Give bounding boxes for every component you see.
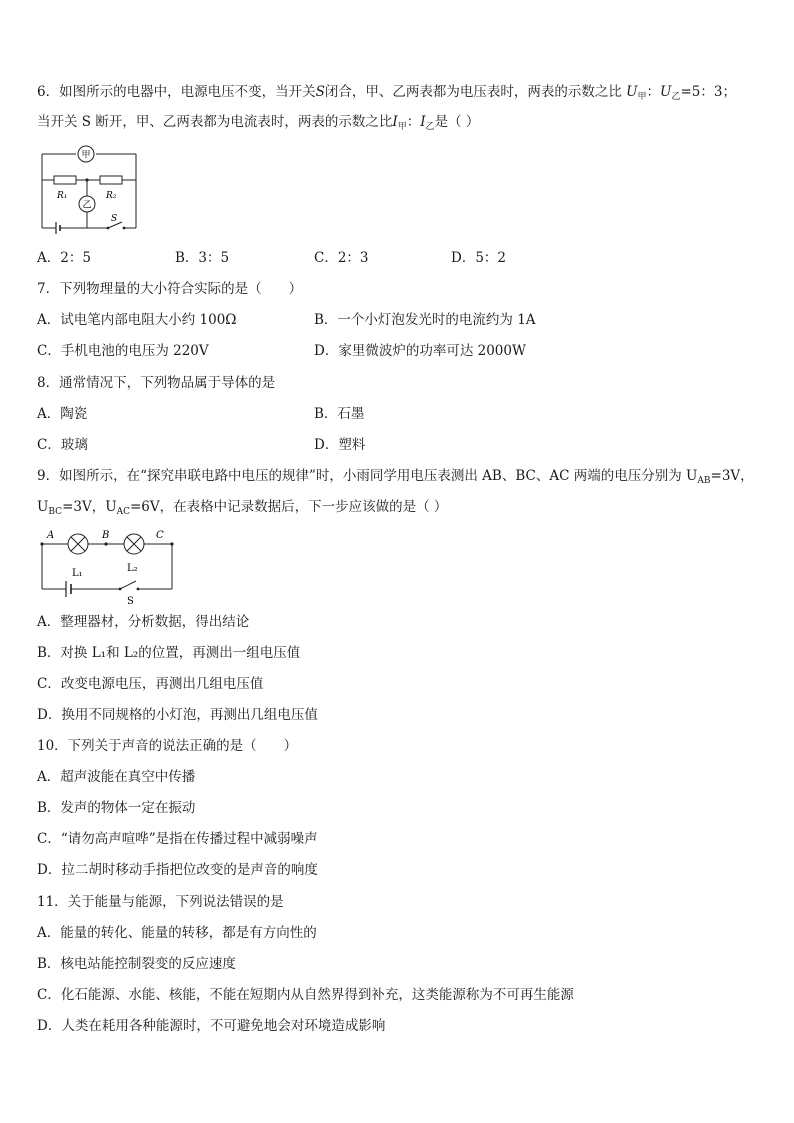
lamp-l2-label: L₂ <box>127 563 138 574</box>
q7-option-b[interactable]: B．一个小灯泡发光时的电流约为 1A <box>314 312 536 328</box>
q9-text: =3V，U <box>62 499 117 515</box>
switch-pivot <box>107 227 110 230</box>
q10-option-b[interactable]: B．发声的物体一定在振动 <box>37 800 196 816</box>
switch-contact <box>137 588 140 591</box>
resistor-r2 <box>100 176 122 184</box>
q10-stem: 10．下列关于声音的说法正确的是（ ） <box>37 738 298 754</box>
q6-subscript: 甲 <box>397 122 407 132</box>
q6-stem-line2 <box>37 113 479 136</box>
q9-stem-line1 <box>37 467 754 490</box>
q11-option-a[interactable]: A．能量的转化、能量的转移，都是有方向性的 <box>37 925 317 941</box>
q9-subscript: BC <box>48 507 63 517</box>
q6-text: ： <box>646 84 661 100</box>
q10-option-a[interactable]: A．超声波能在真空中传播 <box>37 769 196 785</box>
q7-stem: 7．下列物理量的大小符合实际的是（ ） <box>37 281 303 297</box>
point-b-dot <box>104 542 107 545</box>
point-a-label: A <box>47 530 55 541</box>
q7-option-a[interactable]: A．试电笔内部电阻大小约 100Ω <box>37 312 237 328</box>
q6-voltage-symbol: U <box>660 84 672 100</box>
switch-lever <box>120 581 136 589</box>
q8-option-a[interactable]: A．陶瓷 <box>37 406 88 422</box>
q6-option-c[interactable]: C．2：3 <box>314 250 369 266</box>
q8-option-b[interactable]: B．石墨 <box>314 406 365 422</box>
switch-label: S <box>111 214 118 224</box>
q6-text: 当开关 S 断开，甲、乙两表都为电流表时，两表的示数之比 <box>37 114 393 130</box>
q10-option-c[interactable]: C．“请勿高声喧哗”是指在传播过程中减弱噪声 <box>37 831 318 847</box>
q8-option-d[interactable]: D．塑料 <box>314 437 366 453</box>
q9-text: U <box>37 499 49 515</box>
point-b-label: B <box>102 530 110 541</box>
resistor-r1 <box>54 176 76 184</box>
q9-text: =3V， <box>710 468 754 484</box>
lamp-l1-label: L₁ <box>72 568 83 579</box>
q9-option-b[interactable]: B．对换 L₁和 L₂的位置，再测出一组电压值 <box>37 645 301 661</box>
q6-option-d[interactable]: D．5：2 <box>451 250 507 266</box>
switch-contact <box>123 227 126 230</box>
q6-text: 6．如图所示的电器中，电源电压不变，当开关 <box>37 84 316 100</box>
q6-option-b[interactable]: B．3：5 <box>175 250 230 266</box>
switch-label: S <box>127 596 134 607</box>
q9-option-a[interactable]: A．整理器材，分析数据，得出结论 <box>37 614 250 630</box>
q6-current-symbol: I <box>420 114 426 130</box>
q9-text: 9．如图所示，在“探究串联电路中电压的规律”时，小雨同学用电压表测出 AB、BC、AC 两端的电压分别为 U <box>37 468 698 484</box>
q9-option-c[interactable]: C．改变电源电压，再测出几组电压值 <box>37 676 264 692</box>
q6-text: 闭合，甲、乙两表都为电压表时，两表的示数之比 <box>324 84 622 100</box>
q9-text: =6V，在表格中记录数据后，下一步应该做的是（ ） <box>129 499 448 515</box>
q8-option-c[interactable]: C．玻璃 <box>37 437 88 453</box>
point-a-dot <box>40 542 43 545</box>
q6-ratio: =5：3； <box>680 84 736 100</box>
q6-subscript: 甲 <box>637 92 647 102</box>
meter-yi-label: 乙 <box>82 200 92 211</box>
point-c-dot <box>170 542 173 545</box>
junction-dot <box>85 178 88 181</box>
q6-option-a[interactable]: A．2：5 <box>37 250 91 266</box>
point-c-label: C <box>156 530 164 541</box>
q9-stem-line2 <box>37 498 447 521</box>
q6-switch-symbol: S <box>315 84 325 100</box>
q6-circuit-diagram <box>36 142 146 236</box>
q6-voltage-symbol: U <box>626 84 638 100</box>
q10-option-d[interactable]: D．拉二胡时移动手指把位改变的是声音的响度 <box>37 862 318 878</box>
q9-subscript: AC <box>116 507 130 517</box>
q9-option-d[interactable]: D．换用不同规格的小灯泡，再测出几组电压值 <box>37 707 318 723</box>
q7-option-c[interactable]: C．手机电池的电压为 220V <box>37 343 209 359</box>
r2-label: R₂ <box>106 191 117 201</box>
q8-stem: 8．通常情况下，下列物品属于导体的是 <box>37 375 276 391</box>
r1-label: R₁ <box>57 191 68 201</box>
q11-stem: 11．关于能量与能源，下列说法错误的是 <box>37 894 284 910</box>
q6-text: 是（ ） <box>434 114 480 130</box>
q6-current-symbol: I <box>392 114 398 130</box>
q11-option-b[interactable]: B．核电站能控制裂变的反应速度 <box>37 956 236 972</box>
q11-option-d[interactable]: D．人类在耗用各种能源时，不可避免地会对环境造成影响 <box>37 1018 386 1034</box>
meter-jia-label: 甲 <box>81 150 91 161</box>
q6-text: ： <box>406 114 421 130</box>
q6-subscript: 乙 <box>671 92 681 102</box>
q9-subscript: AB <box>697 476 711 486</box>
q11-option-c[interactable]: C．化石能源、水能、核能，不能在短期内从自然界得到补充，这类能源称为不可再生能源 <box>37 987 574 1003</box>
lamp-l1 <box>68 534 88 554</box>
q9-circuit-diagram <box>38 527 178 607</box>
q6-stem-line1 <box>37 83 736 106</box>
switch-pivot <box>119 588 122 591</box>
q7-option-d[interactable]: D．家里微波炉的功率可达 2000W <box>314 343 526 359</box>
lamp-l2 <box>124 534 144 554</box>
q6-subscript: 乙 <box>425 122 435 132</box>
